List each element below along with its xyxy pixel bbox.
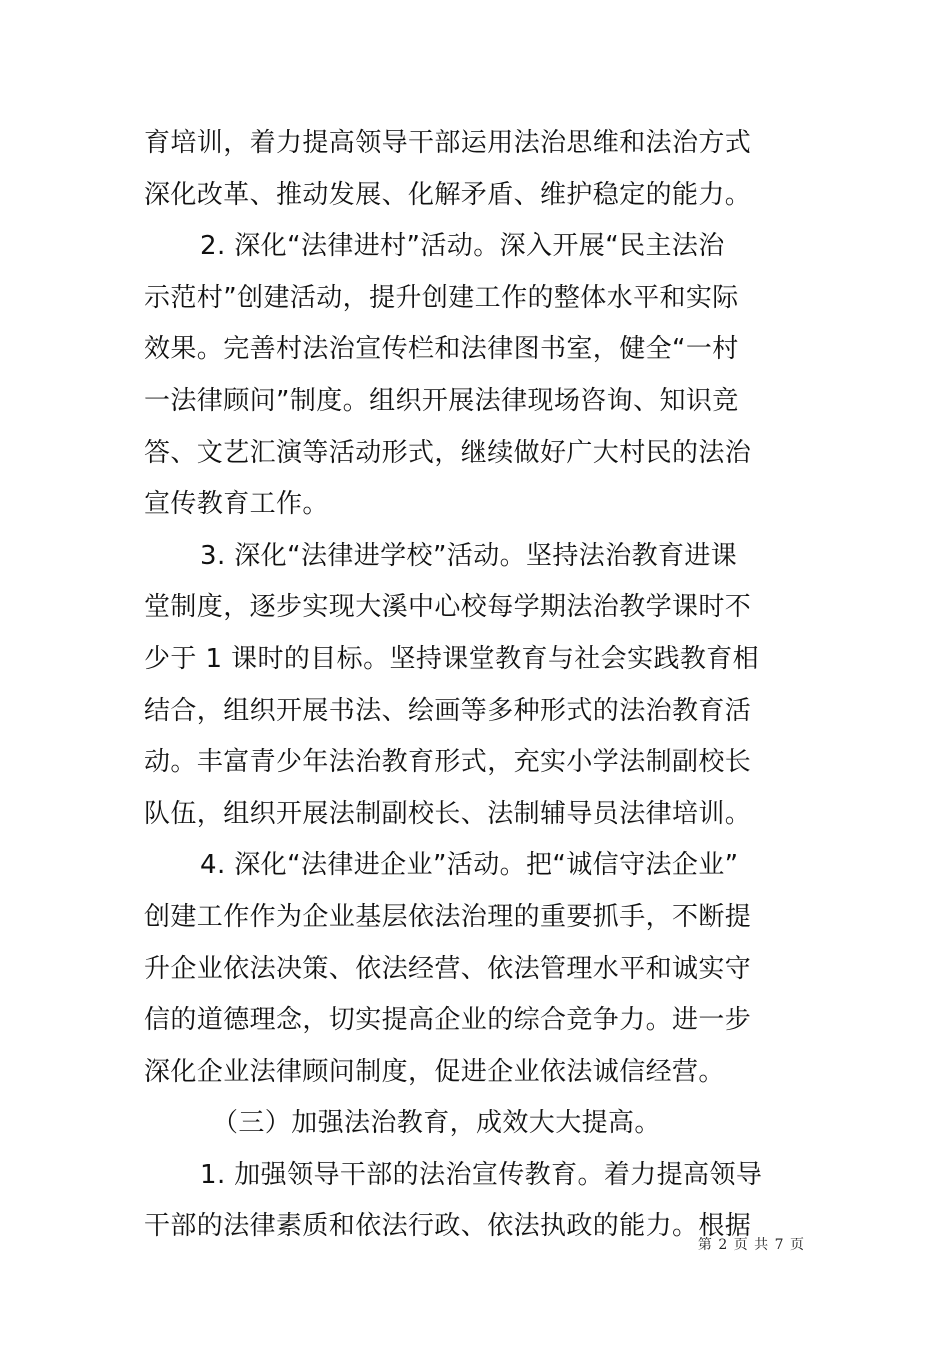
page-number: 第 2 页 共 7 页 [697, 1237, 805, 1253]
section-heading: （三）加强法治教育，成效大大提高。 [212, 1108, 661, 1139]
text-line: 3. 深化“法律进学校”活动。坚持法治教育进课 [200, 540, 738, 571]
text-line: 效果。完善村法治宣传栏和法律图书室，健全“一村 [144, 334, 739, 365]
text-line: 动。丰富青少年法治教育形式，充实小学法制副校长 [144, 747, 752, 778]
document-body [144, 118, 784, 1253]
text-line: 一法律顾问”制度。组织开展法律现场咨询、知识竞 [144, 385, 739, 416]
text-line: 答、文艺汇演等活动形式，继续做好广大村民的法治 [144, 437, 752, 468]
text-line: 宣传教育工作。 [144, 489, 329, 520]
text-line: 信的道德理念，切实提高企业的综合竞争力。进一步 [144, 1005, 752, 1036]
text-line: 4. 深化“法律进企业”活动。把“诚信守法企业” [200, 850, 739, 881]
text-line: 示范村”创建活动，提升创建工作的整体水平和实际 [144, 282, 739, 313]
text-line: 干部的法律素质和依法行政、依法执政的能力。根据 [144, 1211, 752, 1242]
text-line: 2. 深化“法律进村”活动。深入开展“民主法治 [200, 231, 725, 262]
text-line: 1. 加强领导干部的法治宣传教育。着力提高领导 [200, 1159, 763, 1190]
text-line: 堂制度，逐步实现大溪中心校每学期法治教学课时不 [144, 592, 752, 623]
text-line: 结合，组织开展书法、绘画等多种形式的法治教育活 [144, 695, 752, 726]
text-line: 少于 1 课时的目标。坚持课堂教育与社会实践教育相 [144, 643, 760, 674]
text-line: 创建工作作为企业基层依法治理的重要抓手，不断提 [144, 901, 752, 932]
text-line: 队伍，组织开展法制副校长、法制辅导员法律培训。 [144, 798, 752, 829]
text-line: 深化改革、推动发展、化解矛盾、维护稳定的能力。 [144, 179, 752, 210]
text-line: 深化企业法律顾问制度，促进企业依法诚信经营。 [144, 1056, 725, 1087]
text-line: 育培训，着力提高领导干部运用法治思维和法治方式 [144, 128, 752, 158]
text-line: 升企业依法决策、依法经营、依法管理水平和诚实守 [144, 953, 752, 984]
